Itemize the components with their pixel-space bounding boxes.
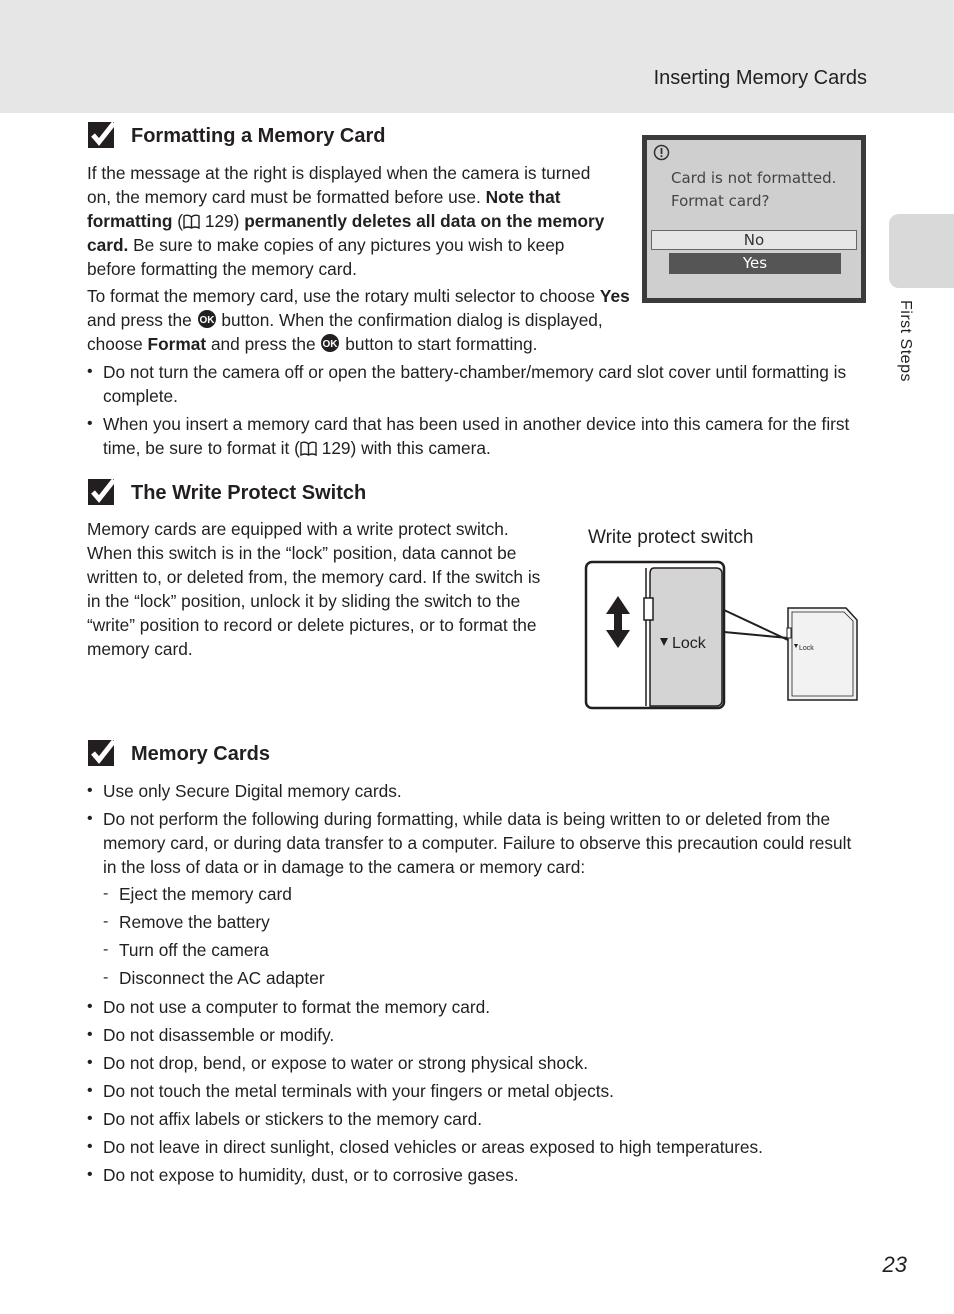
list-item: • Do not affix labels or stickers to the memory card.	[87, 1107, 867, 1131]
memory-cards-sublist	[87, 882, 867, 994]
list-item: • Do not touch the metal terminals with your fingers or metal objects.	[87, 1079, 867, 1103]
section-memory-cards-heading	[87, 739, 270, 769]
section-title: Memory Cards	[131, 742, 270, 765]
book-icon	[183, 211, 200, 226]
ok-button-icon	[197, 309, 217, 329]
side-tab	[889, 214, 954, 288]
section-title: The Write Protect Switch	[131, 481, 367, 504]
page-header-title: Inserting Memory Cards	[653, 67, 867, 89]
ok-button-icon	[320, 333, 340, 353]
formatting-bullets	[87, 360, 867, 464]
sub-list-item: - Turn off the camera	[87, 938, 867, 962]
sd-card-icon	[787, 608, 857, 700]
section-formatting-heading	[87, 121, 385, 151]
book-icon	[300, 438, 317, 453]
camera-screen	[642, 135, 866, 303]
sub-list-item: - Eject the memory card	[87, 882, 867, 906]
section-write-protect-heading	[87, 478, 366, 508]
memory-cards-bullets-2	[87, 995, 867, 1191]
warning-icon	[653, 144, 670, 161]
checkmark-icon	[87, 121, 117, 151]
list-item: • Do not expose to humidity, dust, or to corrosive gases.	[87, 1163, 867, 1187]
option-no: No	[651, 230, 857, 250]
write-protect-diagram	[584, 560, 864, 712]
list-item: • Do not perform the following during formatting, while data is being written to or deleted from the memory card, or during data transfer to a computer. Failure to observe this precaution could result in the loss of data or in damage to the camera or memory card:	[87, 807, 867, 879]
formatting-paragraph-1: If the message at the right is displayed when the camera is turned on, the memory card must be formatted before use. Note that formatting ( 129) permanently deletes all data on the memory card. Be sure to make copies of any pictures you wish to keep before formatting the memory card.	[87, 163, 605, 279]
list-item: • Do not disassemble or modify.	[87, 1023, 867, 1047]
list-item: • When you insert a memory card that has been used in another device into this camera for the first time, be sure to format it ( 129) with this camera.	[87, 412, 867, 460]
list-item: • Do not drop, bend, or expose to water or strong physical shock.	[87, 1051, 867, 1075]
section-title: Formatting a Memory Card	[131, 124, 386, 147]
screen-message: Card is not formatted. Format card?	[671, 169, 837, 210]
page-number: 23	[882, 1252, 907, 1277]
list-item: • Use only Secure Digital memory cards.	[87, 779, 867, 803]
option-yes: Yes	[669, 253, 841, 274]
diagram-label: Write protect switch	[588, 527, 754, 548]
memory-cards-bullets	[87, 779, 867, 883]
side-tab-label: First Steps	[897, 300, 914, 382]
write-protect-paragraph: Memory cards are equipped with a write protect switch. When this switch is in the “lock” position, data cannot be written to, or deleted from, the memory card. If the switch is in the “lock” position, unlock it by sliding the switch to the “write” position to record or delete pictures, or to format the memory card.	[87, 519, 541, 659]
lock-label: Lock	[672, 635, 706, 652]
list-item: • Do not use a computer to format the memory card.	[87, 995, 867, 1019]
list-item: • Do not leave in direct sunlight, closed vehicles or areas exposed to high temperatures.	[87, 1135, 867, 1159]
sub-list-item: - Disconnect the AC adapter	[87, 966, 867, 990]
sub-list-item: - Remove the battery	[87, 910, 867, 934]
lock-label-small: Lock	[799, 645, 814, 652]
checkmark-icon	[87, 739, 117, 769]
checkmark-icon	[87, 478, 117, 508]
header-band	[0, 0, 954, 113]
svg-text:OK: OK	[322, 339, 338, 350]
list-item: • Do not turn the camera off or open the battery-chamber/memory card slot cover until formatting is complete.	[87, 360, 867, 408]
formatting-paragraph-2: To format the memory card, use the rotary multi selector to choose Yes and press the OK button. When the confirmation dialog is displayed, choose Format and press the OK button to start formatting.	[87, 286, 630, 354]
camera-screen-display	[647, 140, 861, 298]
svg-text:OK: OK	[199, 315, 215, 326]
